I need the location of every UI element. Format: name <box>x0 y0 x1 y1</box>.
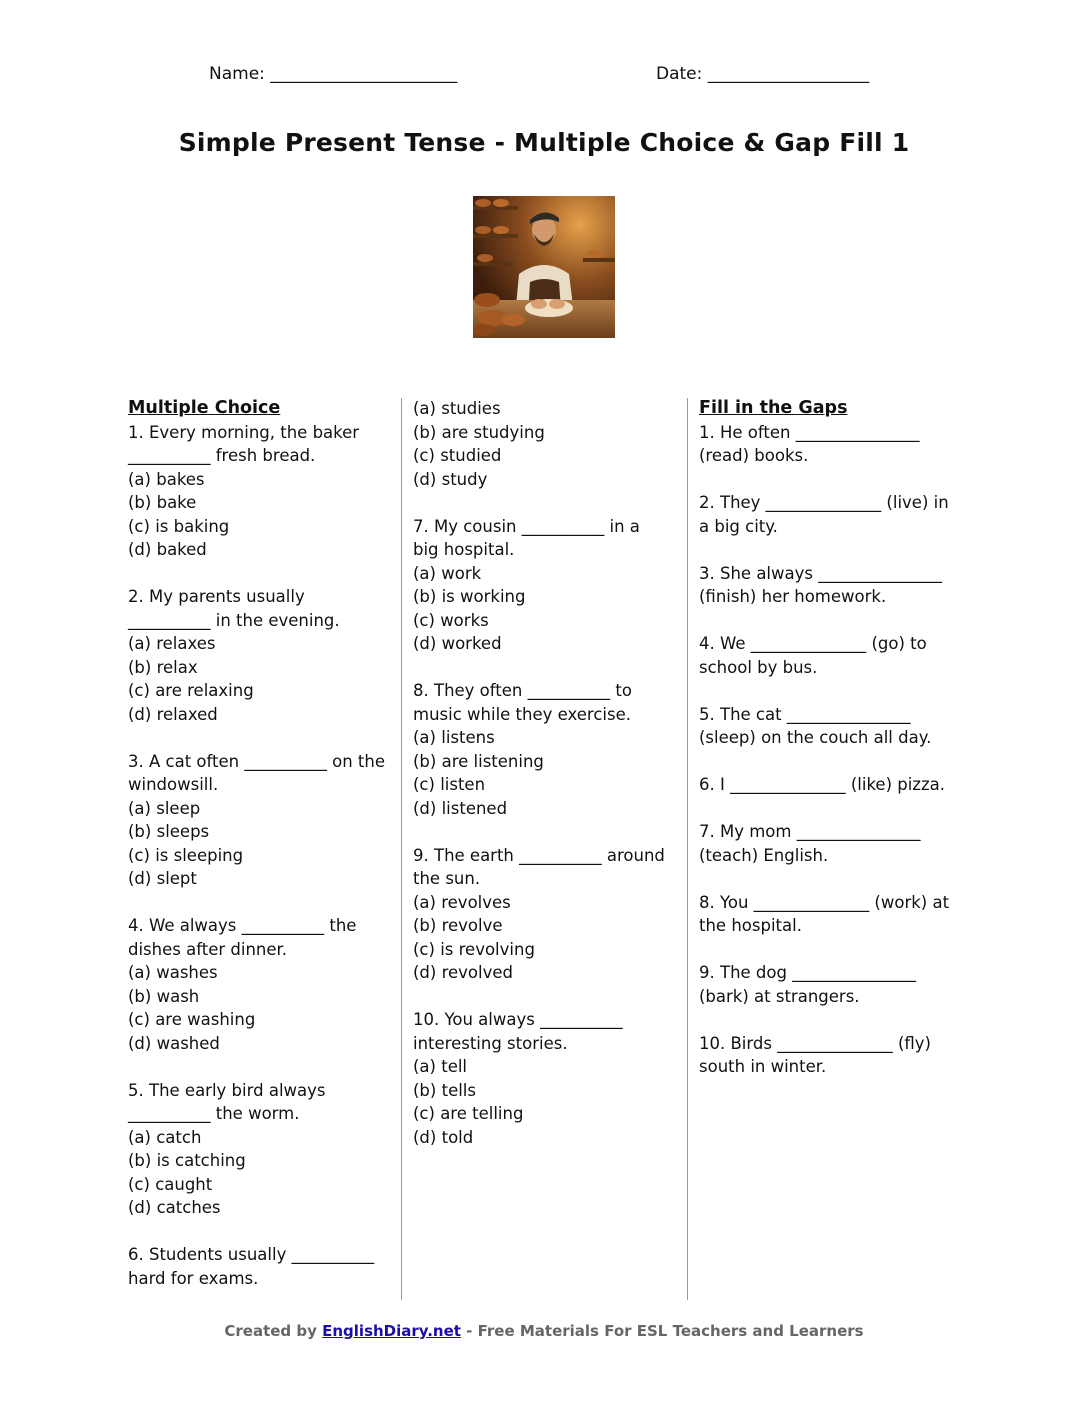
gap-item <box>699 562 963 609</box>
option: (a) catch <box>128 1127 202 1147</box>
question-7 <box>413 515 669 656</box>
gap-item <box>699 703 963 750</box>
gap-item <box>699 773 963 797</box>
question-8 <box>413 679 669 820</box>
question-text: 4. We always __________ the dishes after dinner. <box>128 916 357 959</box>
question-9 <box>413 844 669 985</box>
gap-text: 3. She always _______________ (finish) her homework. <box>699 563 942 606</box>
option: (d) relaxed <box>128 704 218 724</box>
option: (d) worked <box>413 634 502 653</box>
option: (d) catches <box>128 1198 221 1217</box>
gap-text: 8. You ______________ (work) at the hospital. <box>699 892 950 935</box>
question-1 <box>128 421 390 562</box>
question-6-options <box>413 397 669 491</box>
footer <box>0 1322 1088 1340</box>
option: (c) listen <box>413 775 486 794</box>
option: (d) told <box>413 1127 474 1147</box>
gap-item <box>699 632 963 679</box>
question-text: 8. They often __________ to music while they exercise. <box>413 681 632 724</box>
option: (a) sleep <box>128 798 201 818</box>
gap-item <box>699 891 963 938</box>
multiple-choice-column-1 <box>128 397 390 1314</box>
question-5 <box>128 1079 390 1220</box>
gap-item <box>699 820 963 867</box>
option: (a) studies <box>413 399 501 418</box>
gap-text: 1. He often _______________ (read) books. <box>699 422 920 465</box>
option: (d) washed <box>128 1033 220 1053</box>
question-text: 10. You always __________ interesting stories. <box>413 1010 623 1053</box>
option: (b) bake <box>128 493 197 512</box>
option: (b) revolve <box>413 916 503 935</box>
gap-text: 7. My mom _______________ (teach) English. <box>699 822 921 865</box>
question-text: 5. The early bird always __________ the worm. <box>128 1080 326 1123</box>
option: (c) are telling <box>413 1104 524 1123</box>
option: (d) revolved <box>413 963 513 982</box>
option: (b) are listening <box>413 751 544 771</box>
gap-text: 10. Birds ______________ (fly) south in winter. <box>699 1033 931 1076</box>
question-3 <box>128 750 390 891</box>
column-divider <box>401 398 402 1300</box>
question-2 <box>128 585 390 726</box>
option: (b) is working <box>413 587 526 606</box>
option: (b) wash <box>128 986 200 1006</box>
column-divider <box>687 398 688 1300</box>
question-4 <box>128 914 390 1055</box>
option: (d) slept <box>128 869 197 888</box>
option: (b) tells <box>413 1080 476 1100</box>
option: (b) relax <box>128 657 198 677</box>
multiple-choice-column-2 <box>413 397 669 1173</box>
option: (d) listened <box>413 798 508 818</box>
question-text: 3. A cat often __________ on the windowsill. <box>128 751 385 794</box>
gap-item <box>699 491 963 538</box>
gap-item <box>699 1032 963 1079</box>
option: (a) washes <box>128 963 218 982</box>
footer-link[interactable]: EnglishDiary.net <box>322 1322 461 1340</box>
date-field: Date: ___________________ <box>656 64 870 84</box>
question-10 <box>413 1008 669 1149</box>
option: (a) listens <box>413 728 495 747</box>
option: (d) baked <box>128 540 207 559</box>
option: (c) studied <box>413 446 502 465</box>
option: (b) sleeps <box>128 822 210 841</box>
gap-text: 6. I ______________ (like) pizza. <box>699 775 945 794</box>
gap-fill-column <box>699 397 963 1102</box>
option: (b) are studying <box>413 422 545 442</box>
option: (c) caught <box>128 1174 213 1194</box>
option: (d) study <box>413 469 488 489</box>
gap-text: 9. The dog _______________ (bark) at strangers. <box>699 963 916 1006</box>
option: (a) tell <box>413 1057 468 1076</box>
gap-item <box>699 961 963 1008</box>
option: (c) is revolving <box>413 939 535 959</box>
gap-text: 2. They ______________ (live) in a big city. <box>699 493 949 536</box>
gap-text: 4. We ______________ (go) to school by bus. <box>699 634 927 677</box>
option: (c) are relaxing <box>128 681 254 700</box>
option: (c) is baking <box>128 516 230 536</box>
question-text: 7. My cousin __________ in a big hospital. <box>413 516 640 559</box>
option: (c) is sleeping <box>128 845 244 865</box>
footer-suffix: - Free Materials For ESL Teachers and Learners <box>460 1322 864 1340</box>
name-field: Name: ______________________ <box>209 64 458 84</box>
question-6 <box>128 1243 390 1290</box>
gap-fill-heading: Fill in the Gaps <box>699 398 848 418</box>
option: (a) bakes <box>128 469 205 489</box>
multiple-choice-heading: Multiple Choice <box>128 398 281 418</box>
option: (a) relaxes <box>128 634 216 653</box>
option: (b) is catching <box>128 1151 246 1170</box>
option: (a) work <box>413 563 482 583</box>
gap-item <box>699 421 963 468</box>
question-text: 6. Students usually __________ hard for exams. <box>128 1245 375 1288</box>
baker-illustration <box>473 196 615 338</box>
option: (c) works <box>413 610 489 630</box>
question-text: 1. Every morning, the baker __________ fresh bread. <box>128 422 360 465</box>
option: (a) revolves <box>413 892 511 912</box>
page-title: Simple Present Tense - Multiple Choice & Gap Fill 1 <box>178 128 910 157</box>
footer-prefix: Created by <box>224 1322 323 1340</box>
question-text: 9. The earth __________ around the sun. <box>413 845 665 888</box>
gap-text: 5. The cat _______________ (sleep) on the couch all day. <box>699 704 932 747</box>
question-text: 2. My parents usually __________ in the evening. <box>128 587 340 630</box>
option: (c) are washing <box>128 1010 256 1029</box>
